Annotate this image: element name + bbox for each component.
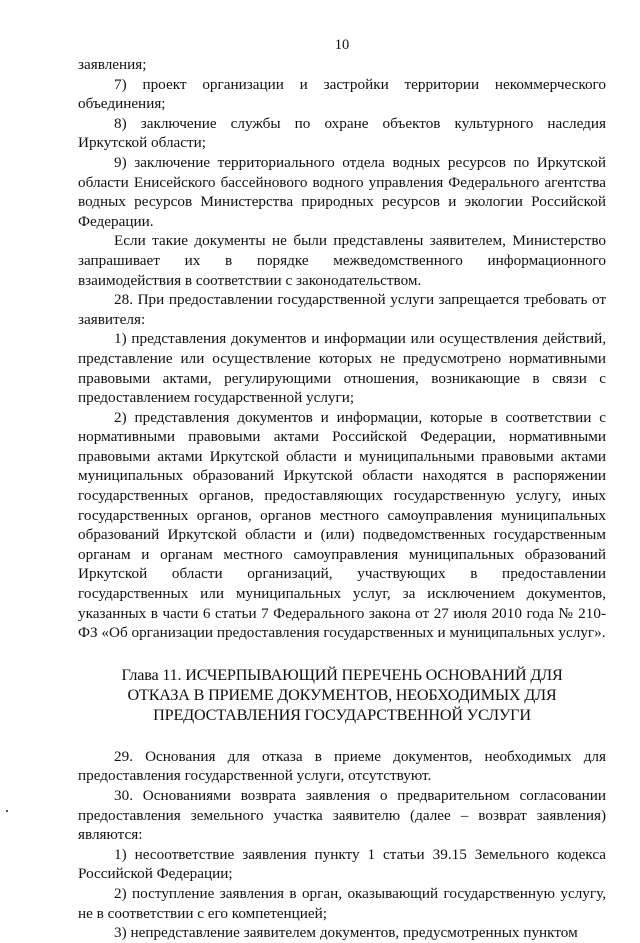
paragraph-28: 28. При предоставлении государственной услуги запрещается требовать от заявителя: xyxy=(78,291,606,328)
list-item-7: 7) проект организации и застройки территории некоммерческого объединения; xyxy=(78,75,606,113)
paragraph-28-item-2: 2) представления документов и информации, которые в соответствии с нормативными правовыми актами Российской Федерации, нормативными правовыми актами Иркутской области и муниципальными правовыми актами муниципальных образований Иркутской области находятся в распоряжении государственных органов, предоставляющих государственную услугу, иных государственных органов, органов местного самоуправления муниципальных образований Иркутской области и (или) подведомственных государственным органам и органам местного самоуправления муниципальных образований Иркутской области организаций, участвующих в предоставлении государственных или муниципальных услуг, за исключением документов, указанных в части 6 статьи 7 Федерального закона от 27 июля 2010 года № 210-ФЗ «Об организации предоставления государственных и муниципальных услуг». xyxy=(78,408,606,642)
list-item-9: 9) заключение территориального отдела водных ресурсов по Иркутской области Енисейского бассейнового водного управления Федерального агентства водных ресурсов Министерства природных ресурсов и экологии Российской Федерации. xyxy=(78,153,606,230)
paragraph-28-item-1: 1) представления документов и информации или осуществления действий, представление или осуществление которых не предусмотрено нормативными правовыми актами, регулирующими отношения, возникающие в связи с предоставлением государственной услуги; xyxy=(78,330,606,407)
document-page xyxy=(78,36,606,943)
paragraph-30: 30. Основаниями возврата заявления о предварительном согласовании предоставления земельного участка заявителю (далее – возврат заявления) являются: xyxy=(78,787,606,844)
body-before xyxy=(78,55,606,643)
chapter-heading-line-1: Глава 11. ИСЧЕРПЫВАЮЩИЙ ПЕРЕЧЕНЬ ОСНОВАНИЙ ДЛЯ xyxy=(121,665,563,684)
paragraph-continuation: заявления; xyxy=(78,56,147,73)
chapter-heading-line-3: ПРЕДОСТАВЛЕНИЯ ГОСУДАРСТВЕННОЙ УСЛУГИ xyxy=(153,705,531,724)
chapter-heading-line-2: ОТКАЗА В ПРИЕМЕ ДОКУМЕНТОВ, НЕОБХОДИМЫХ ДЛЯ xyxy=(127,685,557,704)
paragraph-30-item-1: 1) несоответствие заявления пункту 1 статьи 39.15 Земельного кодекса Российской Федерации; xyxy=(78,845,606,883)
paragraph-29: 29. Основания для отказа в приеме документов, необходимых для предоставления государственной услуги, отсутствуют. xyxy=(78,747,606,785)
page-number: 10 xyxy=(334,37,350,53)
list-item-8: 8) заключение службы по охране объектов культурного наследия Иркутской области; xyxy=(78,114,606,152)
chapter-heading xyxy=(78,665,606,725)
paragraph-ministry-request: Если такие документы не были представлены заявителем, Министерство запрашивает их в порядке межведомственного информационного взаимодействия в соответствии с законодательством. xyxy=(78,232,606,289)
scan-speck xyxy=(6,810,8,812)
paragraph-30-item-3: 3) непредставление заявителем документов, предусмотренных пунктом xyxy=(114,924,578,942)
body-after xyxy=(78,747,606,943)
paragraph-30-item-2: 2) поступление заявления в орган, оказывающий государственную услугу, не в соответствии с его компетенцией; xyxy=(78,884,606,922)
